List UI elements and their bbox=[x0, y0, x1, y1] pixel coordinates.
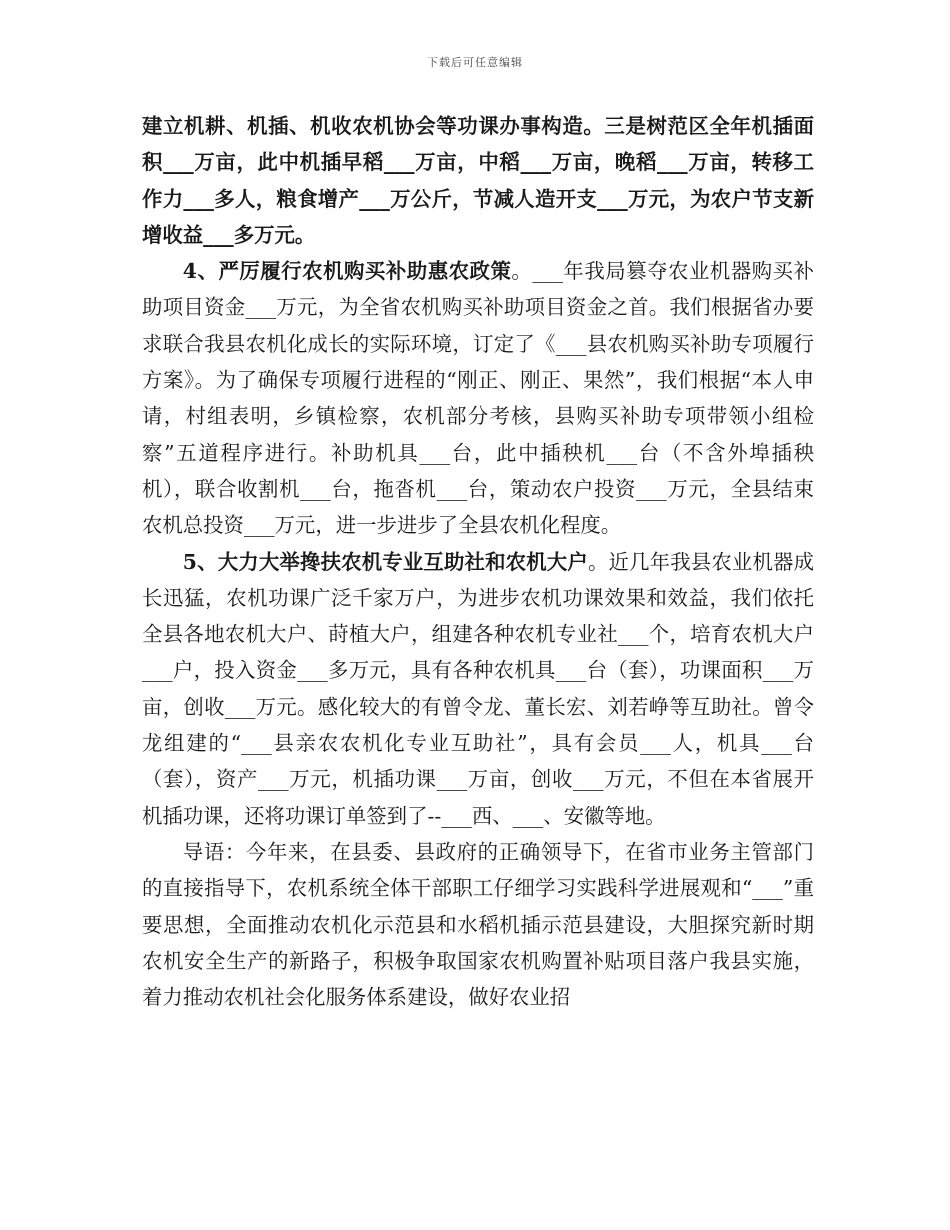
paragraph-2-text: 。___年我局篡夺农业机器购买补助项目资金___万元，为全省农机购买补助项目资金之首。我们根据省办要求联合我县农机化成长的实际环境，订定了《___县农机购买补助专项履行方案》。为了确保专项履行进程的“刚正、刚正、果然”，我们根据“本人申请，村组表明，乡镇检察，农机部分考核，县购买补助专项带领小组检察”五道程序进行。补助机具___台，此中插秧机___台（不含外埠插秧机），联合收割机___台，拖沓机___台，策动农户投资___万元，全县结束农机总投资___万元，进一步进步了全县农机化程度。 bbox=[142, 259, 814, 538]
paragraph-3 bbox=[142, 544, 814, 834]
page-header: 下载后可任意编辑 bbox=[427, 56, 523, 69]
document-body bbox=[142, 108, 814, 1015]
paragraph-3-text: 。近几年我县农业机器成长迅猛，农机功课广泛千家万户，为进步农机功课效果和效益，我们依托全县各地农机大户、莳植大户，组建各种农机专业社___个，培育农机大户___户，投入资金___多万元，具有各种农机具___台（套），功课面积___万亩，创收___万元。感化较大的有曾令龙、董长宏、刘若峥等互助社。曾令龙组建的“___县亲农农机化专业互助社”，具有会员___人，机具___台（套），资产___万元，机插功课___万亩，创收___万元，不但在本省展开机插功课，还将功课订单签到了--___西、___、安徽等地。 bbox=[142, 549, 814, 828]
paragraph-1 bbox=[142, 108, 814, 253]
paragraph-3-heading: 5、大力大举搀扶农机专业互助社和农机大户 bbox=[182, 549, 588, 574]
paragraph-2-heading: 4、严厉履行农机购买补助惠农政策 bbox=[182, 259, 512, 284]
paragraph-2 bbox=[142, 253, 814, 543]
paragraph-1-text: 建立机耕、机插、机收农机协会等功课办事构造。三是树范区全年机插面积___万亩，此中机插早稻___万亩，中稻___万亩，晚稻___万亩，转移工作力___多人，粮食增产___万公斤，节减人造开支___万元，为农户节支新增收益___多万元。 bbox=[142, 114, 814, 247]
paragraph-4-text: 导语：今年来，在县委、县政府的正确领导下，在省市业务主管部门的直接指导下，农机系统全体干部职工仔细学习实践科学进展观和“___”重要思想，全面推动农机化示范县和水稻机插示范县建设，大胆探究新时期农机安全生产的新路子，积极争取国家农机购置补贴项目落户我县实施，着力推动农机社会化服务体系建设，做好农业招 bbox=[142, 839, 814, 1010]
paragraph-4 bbox=[142, 834, 814, 1015]
